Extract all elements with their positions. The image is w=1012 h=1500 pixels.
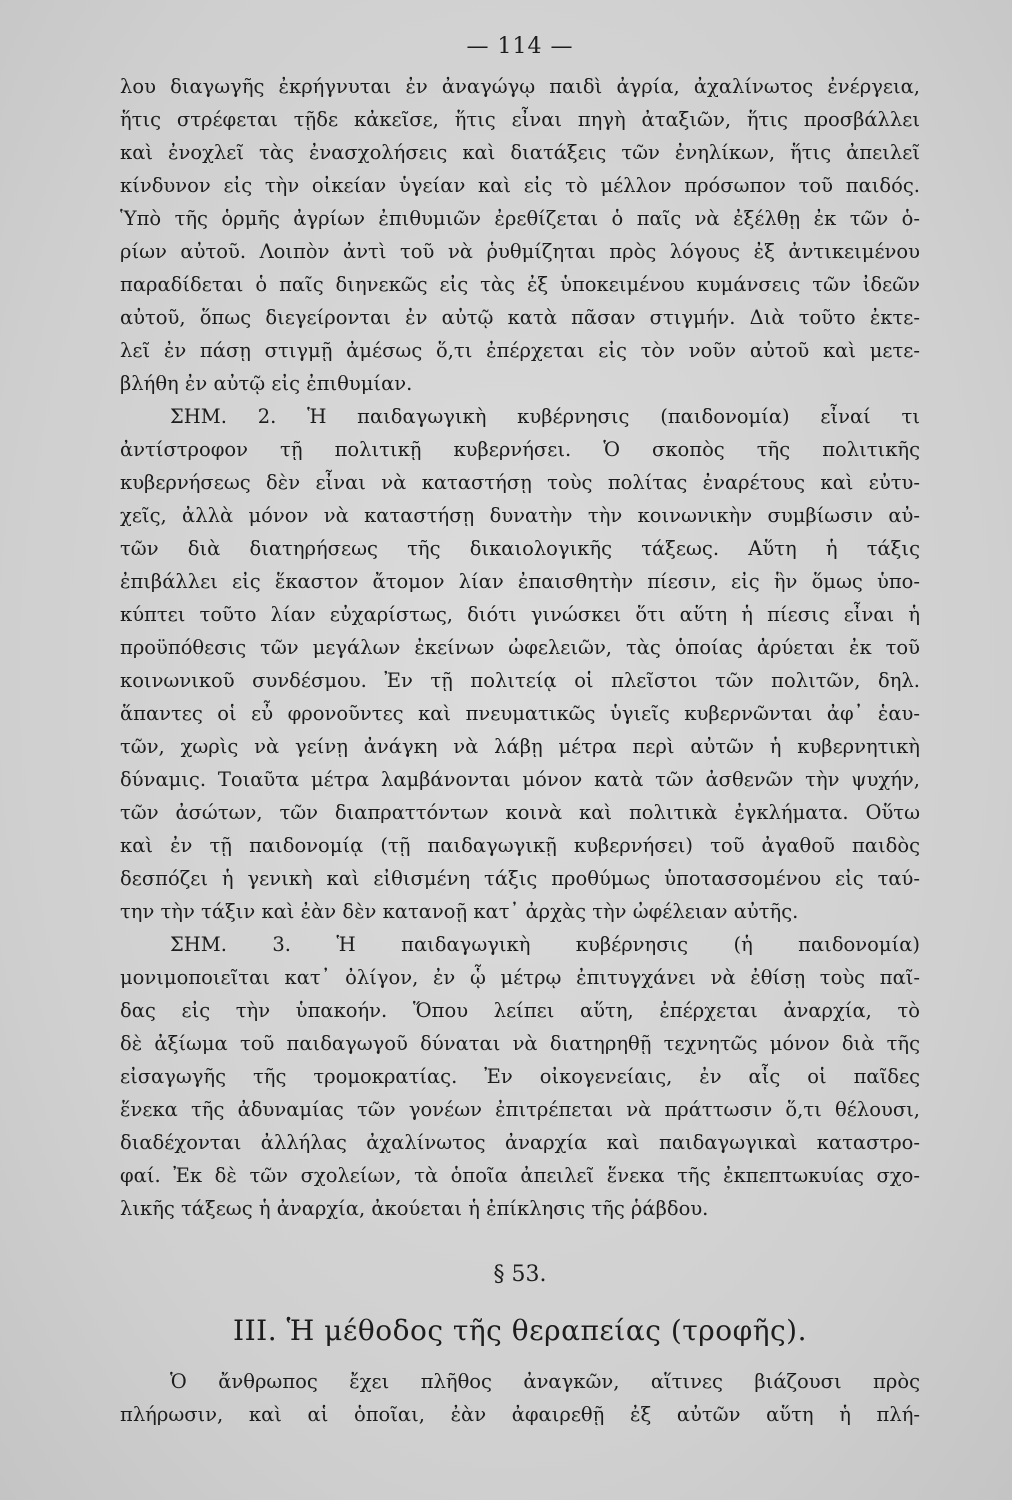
text-line: δύναμις. Τοιαῦτα μέτρα λαμβάνονται μόνον κατὰ τῶν ἀσθενῶν τὴν ψυχήν,: [120, 768, 920, 791]
text-line: καὶ ἐνοχλεῖ τὰς ἐνασχολήσεις καὶ διατάξεις τῶν ἐνηλίκων, ἥτις ἀπειλεῖ: [120, 141, 920, 164]
text-line: λου διαγωγῆς ἐκρήγνυται ἐν ἀναγώγῳ παιδὶ ἀγρία, ἀχαλίνωτος ἐνέργεια,: [120, 75, 920, 98]
section-number: § 53.: [493, 1262, 547, 1287]
text-line: δεσπόζει ἡ γενικὴ καὶ εἰθισμένη τάξις προθύμως ὑποτασσομένου εἰς ταύ-: [120, 867, 920, 890]
text-line: ρίων αὐτοῦ. Λοιπὸν ἀντὶ τοῦ νὰ ῥυθμίζηται πρὸς λόγους ἐξ ἀντικειμένου: [120, 240, 920, 263]
text-line: φαί. Ἐκ δὲ τῶν σχολείων, τὰ ὁποῖα ἀπειλεῖ ἕνεκα τῆς ἐκπεπτωκυίας σχο-: [120, 1164, 920, 1187]
section-heading: III. Ἡ μέθοδος τῆς θεραπείας (τροφῆς).: [233, 1314, 807, 1347]
text-line: κοινωνικοῦ συνδέσμου. Ἐν τῇ πολιτείᾳ οἱ πλεῖστοι τῶν πολιτῶν, δηλ.: [120, 669, 920, 692]
text-line: κίνδυνον εἰς τὴν οἰκείαν ὑγείαν καὶ εἰς τὸ μέλλον πρόσωπον τοῦ παιδός.: [120, 174, 920, 197]
text-line: δὲ ἀξίωμα τοῦ παιδαγωγοῦ δύναται νὰ διατηρηθῇ τεχνητῶς μόνον διὰ τῆς: [120, 1032, 920, 1055]
text-line: την τὴν τάξιν καὶ ἐὰν δὲν κατανοῇ κατ᾽ ἀρχὰς τὴν ὠφέλειαν αὐτῆς.: [120, 900, 799, 923]
page-number: — 114 —: [466, 34, 574, 59]
text-line: λεῖ ἐν πάσῃ στιγμῇ ἀμέσως ὅ,τι ἐπέρχεται εἰς τὸν νοῦν αὐτοῦ καὶ μετε-: [120, 339, 920, 362]
text-line: Ὑπὸ τῆς ὁρμῆς ἀγρίων ἐπιθυμιῶν ἐρεθίζεται ὁ παῖς νὰ ἐξέλθῃ ἐκ τῶν ὁ-: [120, 207, 920, 230]
text-line: κυβερνήσεως δὲν εἶναι νὰ καταστήσῃ τοὺς πολίτας ἐναρέτους καὶ εὐτυ-: [120, 471, 920, 494]
text-line: ἐπιβάλλει εἰς ἕκαστον ἄτομον λίαν ἐπαισθητὴν πίεσιν, εἰς ἣν ὅμως ὑπο-: [120, 570, 920, 593]
text-line: παραδίδεται ὁ παῖς διηνεκῶς εἰς τὰς ἐξ ὑποκειμένου κυμάνσεις τῶν ἰδεῶν: [120, 273, 920, 296]
text-line: ἅπαντες οἱ εὖ φρονοῦντες καὶ πνευματικῶς ὑγιεῖς κυβερνῶνται ἀφ᾽ ἑαυ-: [120, 702, 920, 725]
text-line: δας εἰς τὴν ὑπακοήν. Ὅπου λείπει αὕτη, ἐπέρχεται ἀναρχία, τὸ: [120, 999, 920, 1022]
text-line: βλήθη ἐν αὐτῷ εἰς ἐπιθυμίαν.: [120, 372, 413, 395]
text-line: Ὁ ἄνθρωπος ἔχει πλῆθος ἀναγκῶν, αἵτινες βιάζουσι πρὸς: [170, 1370, 920, 1393]
text-line: τῶν, χωρὶς νὰ γείνῃ ἀνάγκη νὰ λάβῃ μέτρα περὶ αὐτῶν ἡ κυβερνητικὴ: [120, 735, 920, 758]
text-line: τῶν ἀσώτων, τῶν διαπραττόντων κοινὰ καὶ πολιτικὰ ἐγκλήματα. Οὕτω: [120, 801, 920, 824]
text-line: προϋπόθεσις τῶν μεγάλων ἐκείνων ὠφελειῶν, τὰς ὁποίας ἀρύεται ἐκ τοῦ: [120, 636, 920, 659]
paragraph-1: [120, 70, 920, 400]
note-2: [120, 400, 920, 928]
text-line: μονιμοποιεῖται κατ᾽ ὀλίγον, ἐν ᾧ μέτρῳ ἐπιτυγχάνει νὰ ἐθίσῃ τοὺς παῖ-: [120, 966, 920, 989]
text-line: αὐτοῦ, ὅπως διεγείρονται ἐν αὐτῷ κατὰ πᾶσαν στιγμήν. Διὰ τοῦτο ἐκτε-: [120, 306, 920, 329]
text-line: λικῆς τάξεως ἡ ἀναρχία, ἀκούεται ἡ ἐπίκλησις τῆς ῥάβδου.: [120, 1197, 709, 1220]
text-line: ἥτις στρέφεται τῇδε κἀκεῖσε, ἥτις εἶναι πηγὴ ἀταξιῶν, ἥτις προσβάλλει: [120, 108, 920, 131]
text-line: τῶν διὰ διατηρήσεως τῆς δικαιολογικῆς τάξεως. Αὕτη ἡ τάξις: [120, 537, 920, 560]
text-line: εἰσαγωγῆς τῆς τρομοκρατίας. Ἐν οἰκογενείαις, ἐν αἷς οἱ παῖδες: [120, 1065, 920, 1088]
text-line: καὶ ἐν τῇ παιδονομίᾳ (τῇ παιδαγωγικῇ κυβερνήσει) τοῦ ἀγαθοῦ παιδὸς: [120, 834, 920, 857]
closing-paragraph: [120, 1365, 920, 1431]
text-line: χεῖς, ἀλλὰ μόνον νὰ καταστήσῃ δυνατὴν τὴν κοινωνικὴν συμβίωσιν αὐ-: [120, 504, 920, 527]
text-line: κύπτει τοῦτο λίαν εὐχαρίστως, διότι γινώσκει ὅτι αὕτη ἡ πίεσις εἶναι ἡ: [120, 603, 920, 626]
text-line: πλήρωσιν, καὶ αἱ ὁποῖαι, ἐὰν ἀφαιρεθῇ ἐξ αὐτῶν αὕτη ἡ πλή-: [120, 1403, 920, 1426]
text-line: ἕνεκα τῆς ἀδυναμίας τῶν γονέων ἐπιτρέπεται νὰ πράττωσιν ὅ,τι θέλουσι,: [120, 1098, 920, 1121]
text-line: ἀντίστροφον τῇ πολιτικῇ κυβερνήσει. Ὁ σκοπὸς τῆς πολιτικῆς: [120, 438, 920, 461]
text-line: ΣΗΜ. 3. Ἡ παιδαγωγικὴ κυβέρνησις (ἡ παιδονομία): [170, 933, 920, 956]
note-3: [120, 928, 920, 1225]
text-line: ΣΗΜ. 2. Ἡ παιδαγωγικὴ κυβέρνησις (παιδονομία) εἶναί τι: [170, 405, 920, 428]
text-line: διαδέχονται ἀλλήλας ἀχαλίνωτος ἀναρχία καὶ παιδαγωγικαὶ καταστρο-: [120, 1131, 920, 1154]
